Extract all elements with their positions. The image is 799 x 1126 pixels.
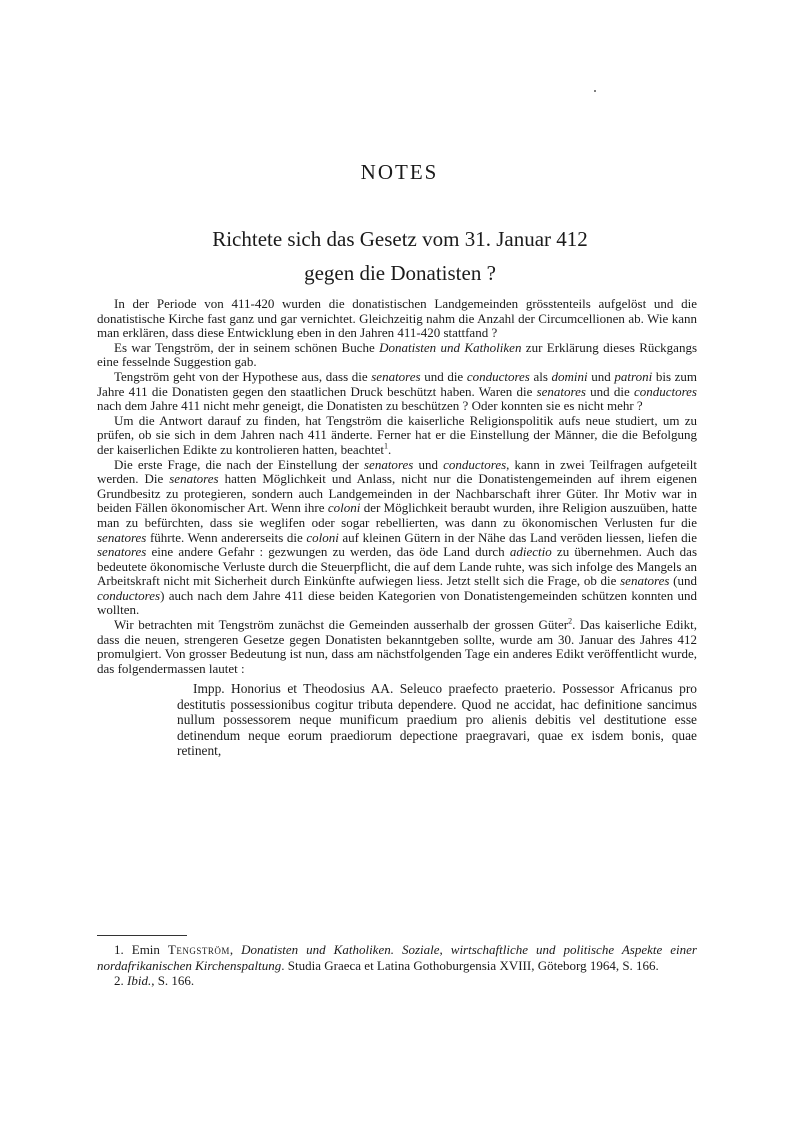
latin-term: domini bbox=[551, 368, 588, 384]
latin-term: senatores bbox=[536, 383, 586, 399]
text-run: . Studia Graeca et Latina Gothoburgensia XVIII, Göteborg 1964, S. 166. bbox=[281, 957, 659, 973]
text-run: der Möglichkeit beraubt wurden, ihre Religion auszuüben, hatte man zu befürchten, dass sie weglifen oder sogar rebellierten, was dann zu ökonomischen Verlusten fur die bbox=[97, 500, 698, 530]
latin-term: senatores bbox=[371, 368, 421, 384]
latin-term: senatores bbox=[97, 529, 147, 545]
latin-term: conductores bbox=[97, 587, 161, 603]
text-run: zur Erklärung dieses Rückgangs eine fesselnde Suggestion gab. bbox=[97, 339, 698, 370]
text-run: . Das kaiserliche Edikt, dass die neuen, strengeren Gesetze gegen Donatisten bekanntgeben sollte, wurde am 30. Januar des Jahres 412 promulgiert. Von grosser Bedeutung ist nun, dass am nächstfolgenden Tage ein anderes Edikt veröffentlicht wurde, das folgendermassen lautet : bbox=[97, 617, 697, 676]
author-first-name: Emin bbox=[131, 942, 168, 957]
text-run: und bbox=[587, 368, 615, 384]
article-title-line-1: Richtete sich das Gesetz vom 31. Januar 412 bbox=[212, 227, 588, 251]
text-run: als bbox=[529, 368, 552, 384]
footnote-divider bbox=[97, 935, 187, 936]
book-title: Donatisten und Katholiken bbox=[379, 339, 522, 355]
text-run: auf kleinen Gütern in der Nähe das Land veröden liessen, liefen die bbox=[338, 529, 697, 545]
text-run: und die bbox=[585, 383, 634, 399]
paragraph-6 bbox=[97, 618, 697, 676]
text-run: und die bbox=[420, 368, 467, 384]
footnotes bbox=[97, 942, 697, 989]
text-run: hatten Möglichkeit und Anlass, nicht nur die Donatistengemeinden auf ihrem eigenen Grundbesitz zu protegieren, sondern auch Landgemeinden in der Nachbarschaft ihrer Güter. Ihr Motiv war in beiden Fällen ökonomischer Art. Wenn ihre bbox=[97, 471, 697, 516]
latin-term: conductores bbox=[443, 456, 507, 472]
article-title bbox=[100, 222, 700, 290]
text-run: , kann in zwei Teilfragen aufgeteilt werden. Die bbox=[97, 456, 698, 487]
text-run: bis zum Jahre 411 die Donatisten gegen den staatlichen Druck beschützt haben. Waren die bbox=[97, 368, 697, 399]
text-run: , bbox=[229, 942, 242, 957]
paragraph-4 bbox=[97, 414, 697, 458]
text-run: und bbox=[413, 456, 444, 472]
text-run: (und bbox=[669, 573, 697, 589]
latin-term: conductores bbox=[466, 368, 530, 384]
text-run: eine andere Gefahr : gezwungen zu werden, das öde Land durch bbox=[146, 544, 510, 560]
footnote-number: 2. bbox=[114, 973, 127, 988]
text-run: , S. 166. bbox=[151, 973, 195, 988]
cited-title: Donatisten und Katholiken. Soziale, wirtschaftliche und politische Aspekte einer nordafrikanischen Kirchenspaltung bbox=[97, 942, 697, 973]
latin-term: senatores bbox=[363, 456, 414, 472]
paragraph-3 bbox=[97, 370, 697, 414]
text-run: Tengström geht von der Hypothese aus, dass die bbox=[114, 368, 372, 384]
paragraph-2 bbox=[97, 341, 697, 370]
footnote-number: 1. bbox=[114, 942, 132, 957]
latin-term: coloni bbox=[306, 529, 339, 545]
author-last-name: Tengström bbox=[167, 942, 230, 957]
text-run: Es war Tengström, der in seinem schönen Buche bbox=[114, 339, 380, 355]
paragraph-1: In der Periode von 411-420 wurden die donatistischen Landgemeinden grösstenteils aufgelöst und die donatistische Kirche fast ganz und gar vernichtet. Gleichzeitig nahm die Anzahl der Circumcellionen ab. Wie kann man erklären, dass diese Entwicklung eben in den Jahren 411-420 stattfand ? bbox=[97, 296, 697, 341]
section-title: NOTES bbox=[360, 160, 439, 185]
footnote-2 bbox=[97, 973, 697, 989]
latin-term: senatores bbox=[620, 573, 670, 589]
footnote-ref-1[interactable]: 1 bbox=[383, 441, 388, 451]
stray-mark bbox=[594, 90, 596, 92]
latin-term: conductores bbox=[633, 383, 697, 399]
text-run: Wir betrachten mit Tengström zunächst die Gemeinden ausserhalb der grossen Güter bbox=[114, 617, 569, 633]
block-quote: Impp. Honorius et Theodosius AA. Seleuco praefecto praeterio. Possessor Africanus pro destitutis possessionibus cogitur tributa dependere. Quod ne accidat, hac definitione sancimus nullum possessorem neque munificum praedium pro alienis debitis vel destitutione esse detinendum neque eorum praediorum depectione praegravari, quae ex isdem bonis, quae retinent, bbox=[177, 681, 697, 759]
latin-term: coloni bbox=[327, 500, 361, 516]
article-title-line-2: gegen die Donatisten ? bbox=[304, 261, 496, 285]
ibid: Ibid. bbox=[127, 973, 152, 988]
footnote-1 bbox=[97, 942, 697, 973]
text-run: führte. Wenn andererseits die bbox=[146, 529, 307, 545]
text-run: nach dem Jahre 411 nicht mehr geneigt, die Donatisten zu beschützen ? Oder konnten sie es nicht mehr ? bbox=[97, 398, 643, 414]
latin-term: senatores bbox=[97, 544, 147, 560]
latin-term: adiectio bbox=[509, 544, 552, 560]
footnote-ref-2[interactable]: 2 bbox=[568, 616, 573, 626]
latin-term: patroni bbox=[614, 368, 653, 384]
text-run: ) auch nach dem Jahre 411 diese beiden Kategorien von Donatistengemeinden schützen konnten und wollten. bbox=[97, 587, 697, 618]
latin-term: senatores bbox=[169, 471, 219, 487]
article-body bbox=[97, 297, 697, 759]
text-run: zu übernehmen. Auch das bedeutete ökonomische Verluste durch die Steuerpflicht, die auf dem Lande ruhte, was sich infolge des Mangels an Arbeitskraft nicht mit Sicherheit durch Einkünfte aufwiegen liess. Jetzt stellt sich die Frage, ob die bbox=[97, 544, 697, 589]
text-run: Die erste Frage, die nach der Einstellung der bbox=[114, 456, 364, 472]
text-run: Um die Antwort darauf zu finden, hat Tengström die kaiserliche Religionspolitik aufs neue studiert, um zu prüfen, ob sie sich in dem Jahren nach 411 änderte. Ferner hat er die Einstellung der Männer, die die Befolgung der kaiserlichen Edikte zu kontrolieren hatten, beachtet bbox=[97, 412, 697, 457]
text-run: . bbox=[387, 441, 392, 457]
paragraph-5 bbox=[97, 458, 697, 619]
